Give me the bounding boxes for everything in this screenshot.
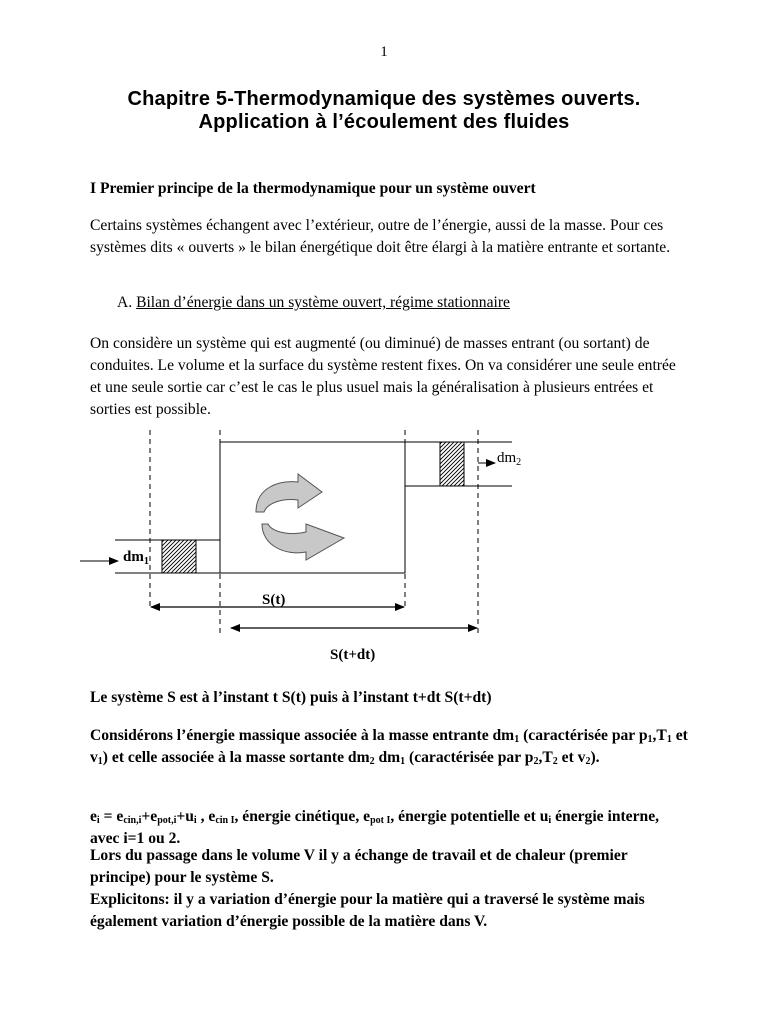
body-paragraph-2: Considérons l’énergie massique associée à la masse entrante $dm_1$ (caractérisée par $p_1,T_1$ et $v_1$) et celle associée à la masse sortante $dm_2$ $dm_1$ (caractérisée par $p_2,T_2$ et $v_2$). xyxy=(90,727,688,767)
outlet-mass-element xyxy=(440,442,464,486)
page-title xyxy=(60,88,708,134)
title-line-1: Chapitre 5-Thermodynamique des systèmes ouverts. xyxy=(127,88,641,110)
section-a-text: On considère un système qui est augmenté (ou diminué) de masses entrant (ou sortant) de conduites. Le volume et la surface du système restent fixes. On va considérer une seule entrée et une seule sortie car c’est le cas le plus usuel mais la généralisation à plusieurs entrées et sorties est possible. xyxy=(90,335,676,418)
section-a-title: Bilan d’énergie dans un système ouvert, régime stationnaire xyxy=(136,294,510,311)
body-paragraph-1: Le système S est à l’instant t S(t) puis à l’instant t+dt S(t+dt) xyxy=(90,689,492,706)
open-system-diagram xyxy=(0,420,768,670)
body-paragraph-5: Explicitons: il y a variation d’énergie pour la matière qui a traversé le système mais également variation d’énergie possible de la matière dans V. xyxy=(90,891,645,930)
section-a-heading xyxy=(117,294,510,312)
section-heading-1: I Premier principe de la thermodynamique pour un système ouvert xyxy=(90,180,536,197)
st-label: S(t) xyxy=(262,592,286,608)
circulation-arrows-icon xyxy=(256,474,344,560)
body-paragraph-3: $e_i = e_{cin,i}+e_{pot,i}+u_i$ , $e_{cin I}$, énergie cinétique, $e_{pot I}$, énergie potentielle et $u_i$ énergie interne, avec i=1 ou 2. xyxy=(90,808,660,847)
dm-out-label: $dm_2$ xyxy=(497,450,522,468)
title-line-2: Application à l’écoulement des fluides xyxy=(198,111,570,133)
section-1-text: Certains systèmes échangent avec l’extérieur, outre de l’énergie, aussi de la masse. Pour ces systèmes dits « ouverts » le bilan énergétique doit être élargi à la matière entrante et sortante. xyxy=(90,217,671,256)
section-a-paragraph xyxy=(90,333,690,421)
page-number: 1 xyxy=(380,44,388,60)
section-1-paragraph xyxy=(90,215,690,259)
stdt-label: S(t+dt) xyxy=(330,647,376,663)
section-a-marker: A. xyxy=(117,294,133,311)
dm-in-label: $dm_1$ xyxy=(123,549,149,567)
inlet-mass-element xyxy=(162,540,196,573)
body-paragraph-4: Lors du passage dans le volume V il y a échange de travail et de chaleur (premier principe) pour le système S. xyxy=(90,847,628,886)
